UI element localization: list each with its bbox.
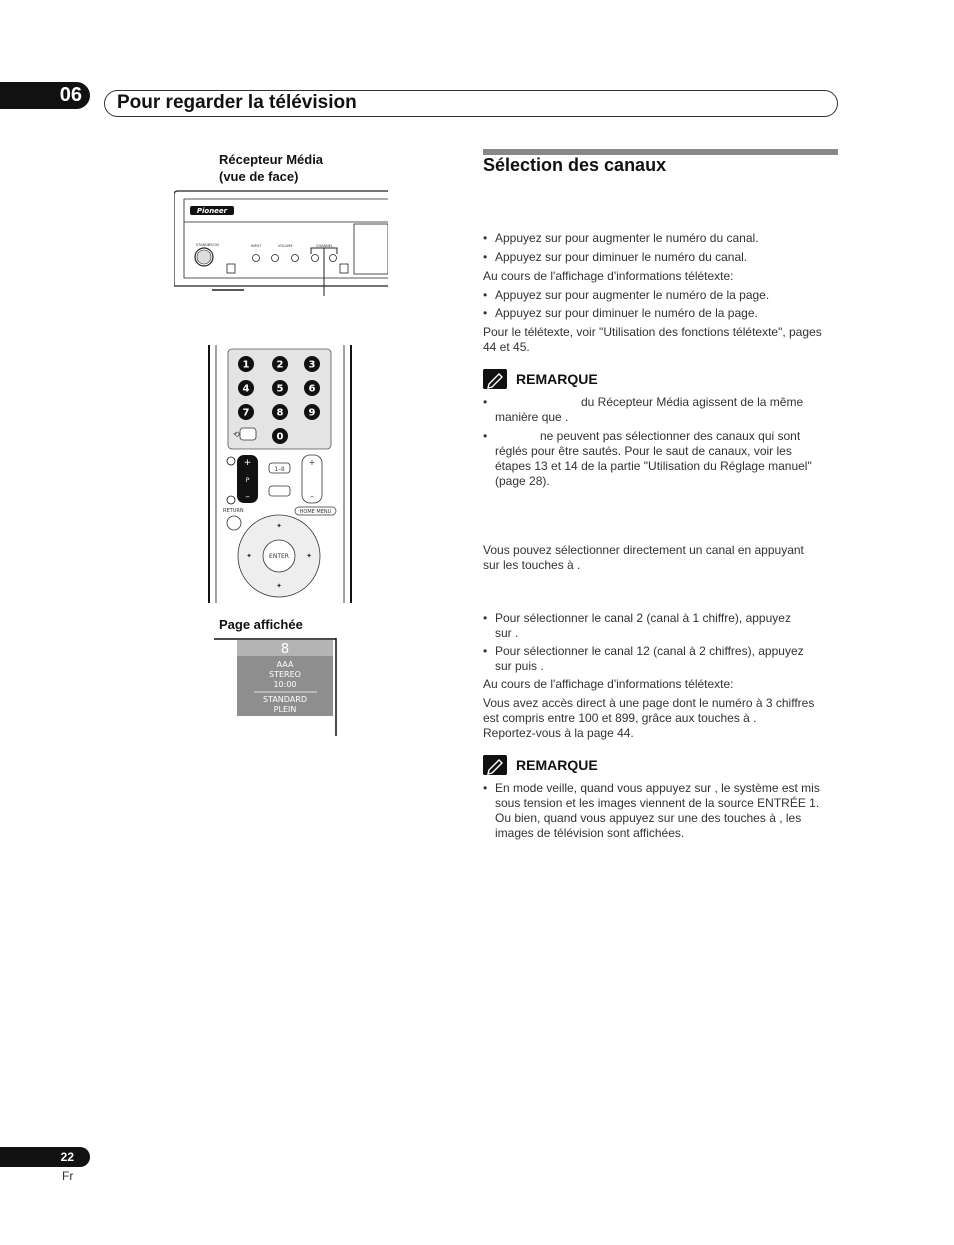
text-line: Vous avez accès direct à une page dont le numéro à 3 chiffres (483, 696, 815, 710)
channel-label: CHANNEL (316, 244, 333, 248)
note-item (495, 395, 803, 425)
pencil-note-icon (483, 369, 507, 389)
svg-text:✦: ✦ (276, 583, 282, 590)
svg-text:+: + (308, 458, 316, 467)
number-key-label: 5 (276, 383, 284, 395)
text-line: • ne peuvent pas sélectionner des canaux qui sont (540, 429, 801, 443)
text-line: images de télévision sont affichées. (495, 826, 685, 840)
number-key-label: 2 (276, 359, 284, 371)
text-line: Reportez-vous à la page 44. (483, 726, 634, 740)
text-line: • En mode veille, quand vous appuyez sur , le système est mis (495, 781, 820, 795)
text-line: (page 28). (495, 474, 550, 488)
note-heading (483, 369, 838, 391)
screen-line-1: AAA (276, 660, 294, 669)
note-item (495, 781, 820, 841)
chapter-title: Pour regarder la télévision (117, 92, 357, 113)
p-key-label: P (245, 477, 250, 484)
return-label: RETURN (223, 508, 244, 514)
media-receiver-illustration (174, 190, 388, 296)
list-item: • Appuyez sur pour augmenter le numéro de la page. (495, 288, 769, 303)
number-key-label: 1 (242, 359, 250, 371)
text-line: Pour le télétexte, voir "Utilisation des fonctions télétexte", pages (483, 325, 822, 339)
screen-line-3: 10:00 (273, 680, 297, 689)
number-key-label: 7 (242, 407, 250, 419)
svg-text:–: – (245, 492, 250, 502)
teletext-intro-2: Au cours de l'affichage d'informations télétexte: (483, 677, 734, 691)
note-item (495, 429, 812, 489)
pencil-note-icon (483, 755, 507, 775)
svg-text:✦: ✦ (306, 553, 312, 560)
brand-logo: Pioneer (196, 207, 228, 215)
screen-mode-line-1: STANDARD (262, 695, 308, 704)
page-number: 22 (0, 1147, 90, 1167)
number-key-label: 9 (308, 407, 316, 419)
text-line: Ou bien, quand vous appuyez sur une des touches à , les (495, 811, 802, 825)
note-heading (483, 755, 838, 777)
page-language: Fr (62, 1169, 74, 1183)
number-key-label: 4 (242, 383, 250, 395)
direct-selection-intro (483, 543, 804, 573)
remote-control-illustration (208, 345, 352, 603)
chapter-number-badge: 06 (0, 82, 90, 109)
receiver-caption-line2: (vue de face) (219, 169, 299, 184)
svg-text:+: + (243, 458, 252, 468)
text-line: sur . (495, 626, 519, 640)
list-item: • Appuyez sur pour augmenter le numéro du canal. (495, 231, 759, 246)
one-two-key-label: 1–II (274, 466, 285, 473)
list-item: • Appuyez sur pour diminuer le numéro de la page. (495, 306, 758, 321)
text-line: sur puis . (495, 659, 544, 673)
text-line: réglés pour être sautés. Pour le saut de canaux, voir les (495, 444, 792, 458)
text-line: 44 et 45. (483, 340, 530, 354)
channel-down-button (312, 255, 319, 262)
text-line: • Pour sélectionner le canal 2 (canal à 1 chiffre), appuyez (495, 611, 791, 625)
list-item (495, 611, 791, 641)
input-label: INPUT (251, 244, 262, 248)
enter-label: ENTER (269, 553, 289, 560)
standby-label: STANDBY/ON (196, 243, 219, 247)
chapter-title-box (104, 90, 838, 117)
note-label: REMARQUE (516, 757, 598, 773)
number-key-label: 6 (308, 383, 316, 395)
note-label: REMARQUE (516, 371, 598, 387)
svg-text:–: – (310, 492, 314, 501)
teletext-direct-access (483, 696, 814, 741)
number-key-label: 8 (276, 407, 284, 419)
number-key-label: 0 (276, 431, 284, 443)
section-title: Sélection des canaux (483, 155, 667, 175)
teletext-reference (483, 325, 822, 355)
text-line: sous tension et les images viennent de la source ENTRÉE 1. (495, 796, 820, 810)
text-line: étapes 13 et 14 de la partie "Utilisation du Réglage manuel" (495, 459, 812, 473)
receiver-caption (219, 151, 323, 185)
svg-text:⟲: ⟲ (233, 430, 240, 439)
screen-mode-line-2: PLEIN (273, 705, 297, 714)
list-item (495, 644, 804, 674)
text-line: manière que . (495, 410, 569, 424)
text-line: Vous pouvez sélectionner directement un canal en appuyant (483, 543, 804, 557)
volume-label: VOLUME (278, 244, 293, 248)
teletext-intro: Au cours de l'affichage d'informations télétexte: (483, 269, 734, 283)
text-line: • Pour sélectionner le canal 12 (canal à 2 chiffres), appuyez (495, 644, 804, 658)
list-item: • Appuyez sur pour diminuer le numéro du canal. (495, 250, 747, 265)
home-menu-label: HOME MENU (299, 509, 332, 515)
text-line: • du Récepteur Média agissent de la même (581, 395, 804, 409)
screen-line-2: STEREO (269, 670, 301, 679)
svg-text:✦: ✦ (246, 553, 252, 560)
text-line: est compris entre 100 et 899, grâce aux touches à . (483, 711, 757, 725)
text-line: sur les touches à . (483, 558, 581, 572)
receiver-caption-line1: Récepteur Média (219, 152, 324, 167)
screen-channel-number: 8 (280, 642, 290, 657)
page-caption: Page affichée (219, 617, 303, 632)
displayed-page-illustration (214, 638, 338, 736)
channel-up-button (330, 255, 337, 262)
number-key-label: 3 (308, 359, 316, 371)
svg-text:✦: ✦ (276, 523, 282, 530)
